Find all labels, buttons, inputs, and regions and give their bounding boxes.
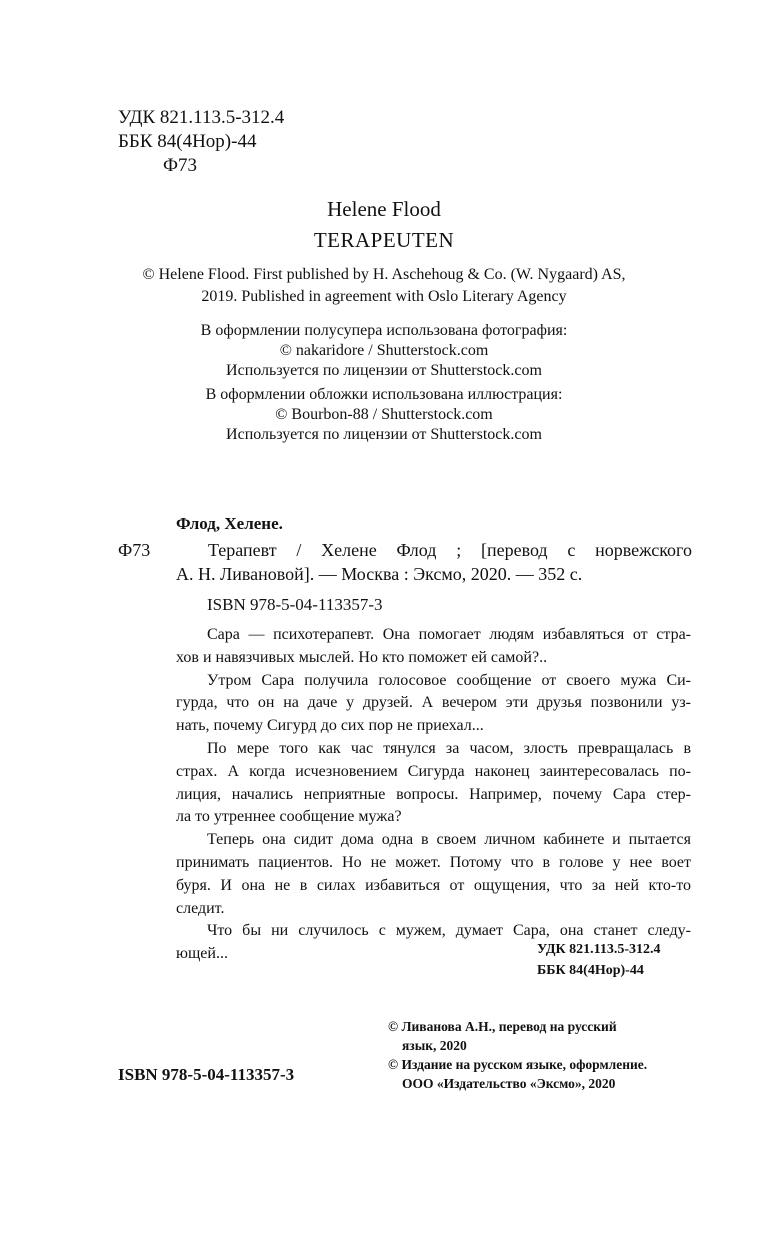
credit-line: Используется по лицензии от Shutterstock.com <box>226 362 542 379</box>
annotation-line: хов и навязчивых мыслей. Но кто поможет ей самой?.. <box>176 648 548 666</box>
catalog-isbn: ISBN 978-5-04-113357-3 <box>207 595 383 614</box>
udk-code: УДК 821.113.5-312.4 <box>118 107 285 128</box>
cover-credits <box>0 385 768 445</box>
annotation-line: Утром Сара получила голосовое сообщение от своего мужа Си- <box>207 671 691 689</box>
annotation-line: буря. И она не в силах избавиться от ощущения, что за ней кто-то <box>176 876 691 894</box>
credit-line: © Bourbon-88 / Shutterstock.com <box>275 406 493 423</box>
udk-code-right: УДК 821.113.5-312.4 <box>537 942 661 957</box>
dustjacket-credits <box>0 321 768 381</box>
annotation-line: ла то утреннее сообщение мужа? <box>176 808 402 826</box>
annotation-line: Сара — психотерапевт. Она помогает людям избавляться от стра- <box>207 626 691 643</box>
copyright-line: язык, 2020 <box>402 1038 467 1053</box>
original-author: Helene Flood <box>327 197 441 221</box>
annotation <box>176 624 691 966</box>
copyright-line: © Издание на русском языке, оформление. <box>388 1057 648 1072</box>
credit-line: © nakaridore / Shutterstock.com <box>279 342 489 359</box>
annotation-line: ющей... <box>176 945 228 963</box>
catalog-desc-line: Терапевт / Хелене Флод ; [перевод с норвежского <box>208 540 692 560</box>
catalog-code: Ф73 <box>118 540 151 560</box>
annotation-line: следит. <box>176 899 225 917</box>
original-copyright <box>0 264 768 308</box>
copyright-line: ООО «Издательство «Эксмо», 2020 <box>402 1076 616 1091</box>
credit-line: В оформлении полусупера использована фотография: <box>200 322 568 339</box>
annotation-line: гурда, что он на даче у друзей. А вечером эти друзья позвонили уз- <box>176 694 691 712</box>
author-mark: Ф73 <box>163 155 198 176</box>
original-title: TERAPEUTEN <box>313 228 455 252</box>
catalog-author-heading: Флод, Хелене. <box>176 514 283 533</box>
annotation-line: Что бы ни случилось с мужем, думает Сара, она станет следу- <box>207 922 691 940</box>
bbk-code: ББК 84(4Нор)-44 <box>118 131 257 152</box>
bbk-code-right: ББК 84(4Нор)-44 <box>537 963 644 978</box>
annotation-line: лиция, начались неприятные вопросы. Например, почему Сара стер- <box>176 785 691 803</box>
copyright-line: © Helene Flood. First published by H. Aschehoug & Co. (W. Nygaard) AS, <box>142 266 626 283</box>
annotation-line: страх. А когда исчезновением Сигурда наконец заинтересовалась по- <box>176 762 691 780</box>
catalog-desc-line: А. Н. Ливановой]. — Москва : Эксмо, 2020. — 352 с. <box>176 564 583 584</box>
credit-line: В оформлении обложки использована иллюстрация: <box>205 386 563 403</box>
bottom-isbn: ISBN 978-5-04-113357-3 <box>118 1065 295 1084</box>
annotation-line: нать, почему Сигурд до сих пор не приехал... <box>176 717 484 735</box>
copyright-line: 2019. Published in agreement with Oslo Literary Agency <box>201 288 567 305</box>
credit-line: Используется по лицензии от Shutterstock.com <box>226 426 542 443</box>
translation-copyright <box>388 1017 647 1093</box>
annotation-line: По мере того как час тянулся за часом, злость превращалась в <box>207 739 691 757</box>
copyright-line: © Ливанова А.Н., перевод на русский <box>388 1019 617 1034</box>
annotation-line: принимать пациентов. Но не может. Потому что в голове у нее воет <box>176 853 691 871</box>
catalog-description <box>176 538 692 586</box>
annotation-line: Теперь она сидит дома одна в своем личном кабинете и пытается <box>207 831 691 849</box>
